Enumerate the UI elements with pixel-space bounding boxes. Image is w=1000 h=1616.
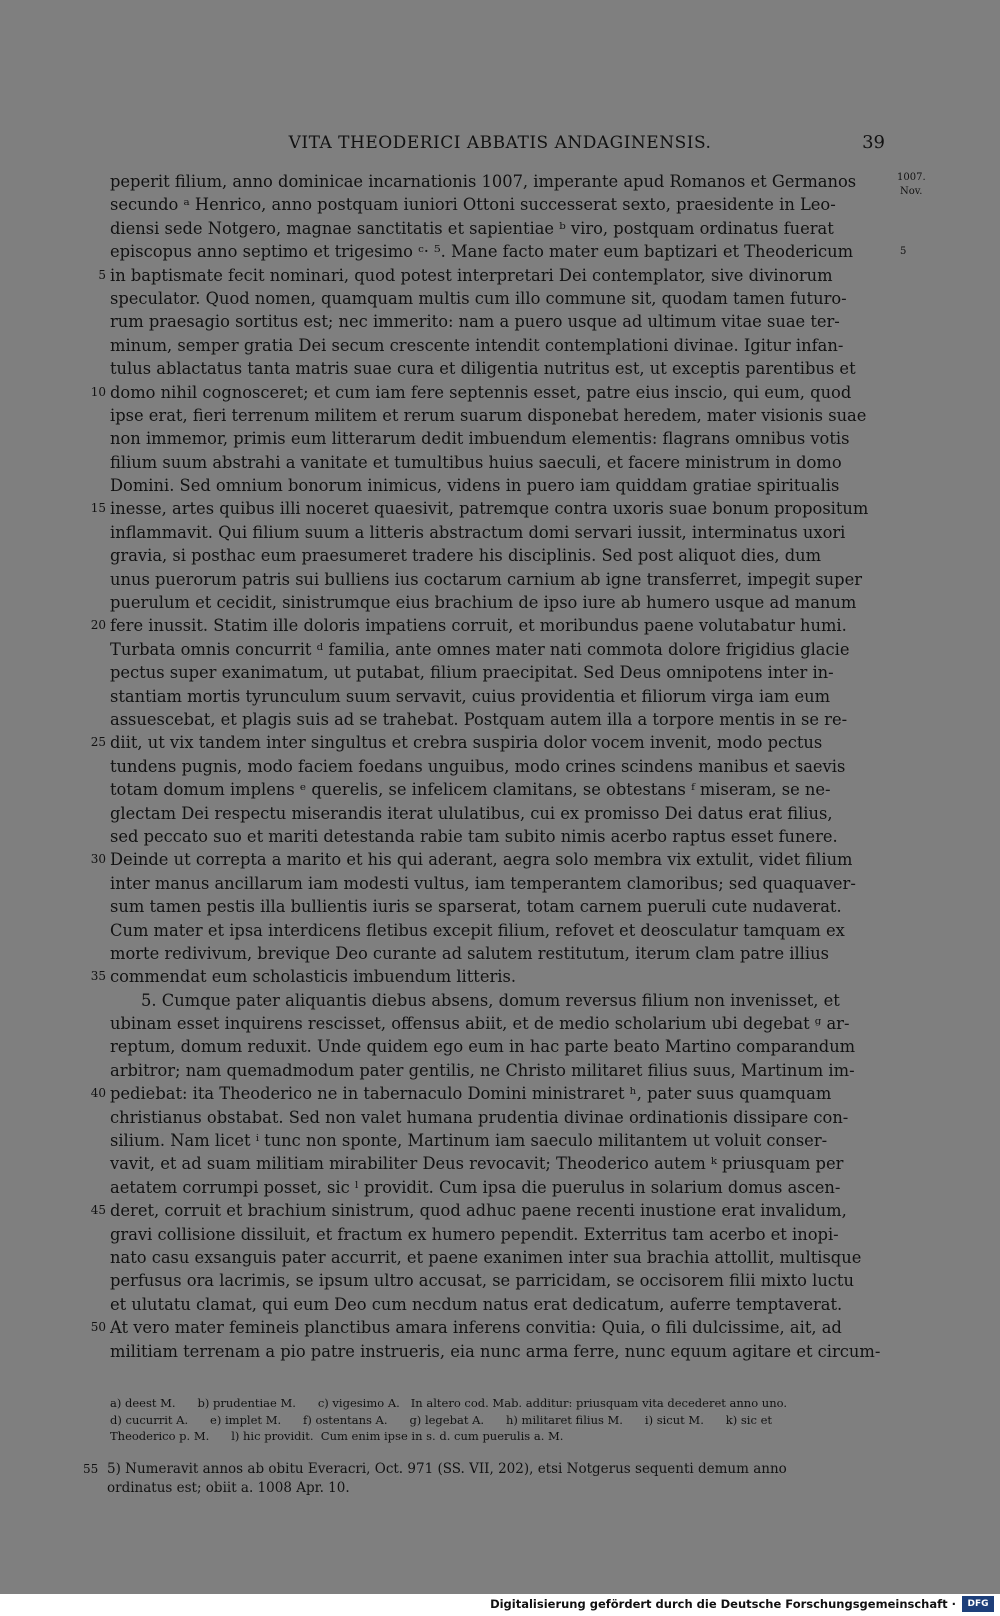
line-text: totam domum implens ᵉ querelis, se infelicem clamitans, se obtestans ᶠ miseram, se ne- (110, 780, 831, 800)
line-number: 15 (90, 501, 106, 516)
line-text: morte redivivum, brevique Deo curante ad salutem restitutum, iterum clam patre illius (110, 943, 829, 963)
main-text (90, 170, 886, 1363)
line-text: sed peccato suo et mariti detestanda rabie tam subito nimis acerbo raptus esset funere. (110, 826, 838, 846)
line-text: militiam terrenam a pio patre instrueris, eia nunc arma ferre, nunc equum agitare et circum- (110, 1341, 881, 1361)
text-line (110, 521, 886, 544)
text-line (110, 1035, 886, 1058)
text-line (110, 193, 886, 216)
line-text: inter manus ancillarum iam modesti vultus, iam temperantem clamoribus; sed quaquaver- (110, 873, 856, 893)
critical-apparatus (110, 1395, 890, 1445)
line-text: Cum mater et ipsa interdicens fletibus excepit filium, refovet et deosculatur tamquam ex (110, 920, 845, 940)
footnote-line-number: 55 (83, 1462, 99, 1476)
line-text: christianus obstabat. Sed non valet humana prudentia divinae ordinationis dissipare con- (110, 1107, 849, 1127)
line-text: Turbata omnis concurrit ᵈ familia, ante omnes mater nati commota dolore frigidius glacie (110, 639, 850, 659)
line-number: 25 (90, 735, 106, 750)
line-text: domo nihil cognosceret; et cum iam fere septennis esset, patre eius inscio, qui eum, quod (110, 382, 852, 402)
line-text: diensi sede Notgero, magnae sanctitatis et sapientiae ᵇ viro, postquam ordinatus fuerat (110, 218, 834, 238)
text-line (110, 474, 886, 497)
text-line (110, 310, 886, 333)
line-text: vavit, et ad suam militiam mirabiliter Deus revocavit; Theoderico autem ᵏ priusquam per (110, 1154, 844, 1174)
line-number: 35 (90, 969, 106, 984)
line-text: unus puerorum patris sui bulliens ius coctarum carnium ab igne transferret, impegit super (110, 569, 862, 589)
text-line (110, 404, 886, 427)
text-line (110, 825, 886, 848)
line-text: minum, semper gratia Dei secum crescente intendit contemplationi divinae. Igitur infan- (110, 335, 844, 355)
text-line (110, 240, 886, 263)
dfg-logo: DFG (962, 1596, 994, 1612)
text-line (110, 1012, 886, 1035)
line-text: ubinam esset inquirens rescisset, offensus abiit, et de medio scholarium ubi degebat ᵍ ar- (110, 1014, 850, 1034)
line-text: sum tamen pestis illa bullientis iuris se sparserat, totam carnem pueruli cute nudaverat. (110, 897, 842, 917)
line-text: in baptismate fecit nominari, quod potest interpretari Dei contemplator, sive divinorum (110, 265, 833, 285)
text-line (110, 357, 886, 380)
line-number: 50 (90, 1320, 106, 1335)
line-text: rum praesagio sortitus est; nec immerito: nam a puero usque ad ultimum vitae suae ter- (110, 312, 840, 332)
text-line (110, 1293, 886, 1316)
line-text: ipse erat, fieri terrenum militem et rerum suarum disponebat heredem, mater visionis suae (110, 405, 867, 425)
text-line (110, 427, 886, 450)
text-line (90, 1199, 886, 1222)
text-line (110, 544, 886, 567)
text-line (110, 451, 886, 474)
line-text: reptum, domum reduxit. Unde quidem ego eum in hac parte beato Martino comparandum (110, 1037, 856, 1057)
line-text: stantiam mortis tyrunculum suum servavit, cuius providentia et filiorum virga iam eum (110, 686, 831, 706)
line-text: deret, corruit et brachium sinistrum, quod adhuc paene recenti inustione erat invalidum, (110, 1201, 847, 1221)
text-line (110, 919, 886, 942)
text-line (110, 591, 886, 614)
line-text: arbitror; nam quemadmodum pater gentilis, ne Christo militaret filius suus, Martinum im- (110, 1060, 855, 1080)
text-line (90, 1082, 886, 1105)
line-text: silium. Nam licet ⁱ tunc non sponte, Martinum iam saeculo militantem ut voluit conser- (110, 1131, 828, 1151)
critical-note-line: d) cucurrit A. e) implet M. f) ostentans A. g) legebat A. h) militaret filius M. i) sicut M. k) sic et (110, 1412, 772, 1427)
line-text: filium suum abstrahi a vanitate et tumultibus huius saeculi, et facere ministrum in domo (110, 452, 842, 472)
text-line (110, 1106, 886, 1129)
text-line (110, 638, 886, 661)
text-line (90, 965, 886, 988)
line-text: nato casu exsanguis pater accurrit, et paene exanimen inter sua brachia attollit, multisque (110, 1247, 862, 1267)
text-line (110, 1269, 886, 1292)
line-number: 40 (90, 1086, 106, 1101)
line-text: non immemor, primis eum litterarum dedit imbuendum elementis: flagrans omnibus votis (110, 429, 850, 449)
text-line (90, 614, 886, 637)
line-text: peperit filium, anno dominicae incarnationis 1007, imperante apud Romanos et Germanos (110, 172, 857, 191)
line-text: puerulum et cecidit, sinistrumque eius brachium de ipso iure ab humero usque ad manum (110, 593, 857, 613)
text-line (110, 942, 886, 965)
critical-note-line: Theoderico p. M. l) hic providit. Cum enim ipse in s. d. cum puerulis a. M. (110, 1429, 564, 1443)
line-number: 45 (90, 1203, 106, 1218)
running-title: VITA THEODERICI ABBATIS ANDAGINENSIS. (288, 133, 712, 153)
critical-note-line: a) deest M. b) prudentiae M. c) vigesimo A. In altero cod. Mab. additur: priusquam vita decederet anno uno. (110, 1396, 787, 1410)
text-line (110, 1176, 886, 1199)
text-line (110, 1059, 886, 1082)
line-text: At vero mater femineis planctibus amara inferens convitia: Quia, o fili dulcissime, ait, ad (110, 1318, 842, 1338)
page-number: 39 (862, 132, 885, 153)
text-line (110, 1223, 886, 1246)
margin-note-year: 1007. (897, 172, 926, 183)
text-line (110, 708, 886, 731)
line-number: 10 (90, 384, 106, 399)
text-line (110, 287, 886, 310)
line-text: pectus super exanimatum, ut putabat, filium praecipitat. Sed Deus omnipotens inter in- (110, 663, 834, 683)
line-text: fere inussit. Statim ille doloris impatiens corruit, et moribundus paene volutabatur humi. (110, 616, 847, 636)
text-line (110, 1246, 886, 1269)
text-line (90, 497, 886, 520)
text-line (110, 755, 886, 778)
line-text: secundo ᵃ Henrico, anno postquam iuniori Ottoni successerat sexto, praesidente in Leo- (110, 195, 836, 215)
text-line (110, 685, 886, 708)
line-text: perfusus ora lacrimis, se ipsum ultro accusat, se parricidam, se occisorem filii mixto luctu (110, 1271, 854, 1291)
line-text: assuescebat, et plagis suis ad se trahebat. Postquam autem illa a torpore mentis in se re- (110, 709, 848, 729)
text-line (90, 848, 886, 871)
text-line (98, 264, 886, 287)
text-line (110, 895, 886, 918)
line-number: 30 (90, 852, 106, 867)
text-line (110, 334, 886, 357)
text-line (110, 217, 886, 240)
line-text: tundens pugnis, modo faciem foedans unguibus, modo crines scindens manibus et saevis (110, 756, 846, 776)
line-text: glectam Dei respectu miserandis iterat ululatibus, cui ex promisso Dei datus erat filius, (110, 803, 833, 823)
line-text: diit, ut vix tandem inter singultus et crebra suspiria dolor vocem invenit, modo pectus (110, 733, 823, 753)
line-text: speculator. Quod nomen, quamquam multis cum illo commune sit, quodam tamen futuro- (110, 288, 847, 308)
text-line (110, 1152, 886, 1175)
text-line (110, 802, 886, 825)
line-text: gravia, si posthac eum praesumeret tradere his disciplinis. Sed post aliquot dies, dum (110, 546, 822, 566)
footnote-line: ordinatus est; obiit a. 1008 Apr. 10. (107, 1480, 350, 1496)
text-line (110, 778, 886, 801)
text-line (110, 170, 886, 193)
footnote-line: 5) Numeravit annos ab obitu Everacri, Oct. 971 (SS. VII, 202), etsi Notgerus sequenti demum anno (107, 1461, 787, 1477)
margin-note-line-number: 5 (900, 246, 907, 257)
text-line (110, 1129, 886, 1152)
funding-credit: Digitalisierung gefördert durch die Deutsche Forschungsgemeinschaft · (490, 1597, 956, 1611)
line-text: gravi collisione dissiluit, et fractum ex humero pependit. Exterritus tam acerbo et inopi- (110, 1224, 839, 1244)
text-line (110, 872, 886, 895)
page-header (0, 130, 1000, 156)
text-line (110, 661, 886, 684)
text-line (110, 989, 886, 1012)
line-text: commendat eum scholasticis imbuendum litteris. (110, 967, 516, 987)
line-text: tulus ablactatus tanta matris suae cura et diligentia nutritus est, ut exceptis parentibus et (110, 359, 856, 379)
margin-note-month: Nov. (900, 186, 923, 197)
line-number: 20 (90, 618, 106, 633)
line-text: 5. Cumque pater aliquantis diebus absens, domum reversus filium non invenisset, et (110, 990, 840, 1010)
line-text: inflammavit. Qui filium suum a litteris abstractum domi servari iussit, interminatus uxori (110, 522, 846, 542)
line-text: et ulutatu clamat, qui eum Deo cum necdum natus erat dedicatum, auferre temptaverat. (110, 1294, 843, 1314)
line-text: inesse, artes quibus illi noceret quaesivit, patremque contra uxoris suae bonum propositum (110, 499, 869, 519)
line-text: Deinde ut correpta a marito et his qui aderant, aegra solo membra vix extulit, videt filium (110, 850, 853, 870)
line-number: 5 (98, 267, 106, 282)
footnote (85, 1460, 890, 1498)
line-text: episcopus anno septimo et trigesimo ᶜ· ⁵. Mane facto mater eum baptizari et Theodericum (110, 242, 854, 262)
text-line (90, 381, 886, 404)
line-text: pediebat: ita Theoderico ne in tabernaculo Domini ministraret ʰ, pater suus quamquam (110, 1084, 832, 1104)
text-line (110, 568, 886, 591)
line-text: Domini. Sed omnium bonorum inimicus, videns in puero iam quiddam gratiae spiritualis (110, 476, 840, 496)
text-line (90, 1316, 886, 1339)
line-text: aetatem corrumpi posset, sic ˡ providit. Cum ipsa die puerulus in solarium domus ascen- (110, 1177, 841, 1197)
text-line (90, 731, 886, 754)
text-line (110, 1340, 886, 1363)
digitization-footer (0, 1594, 1000, 1616)
